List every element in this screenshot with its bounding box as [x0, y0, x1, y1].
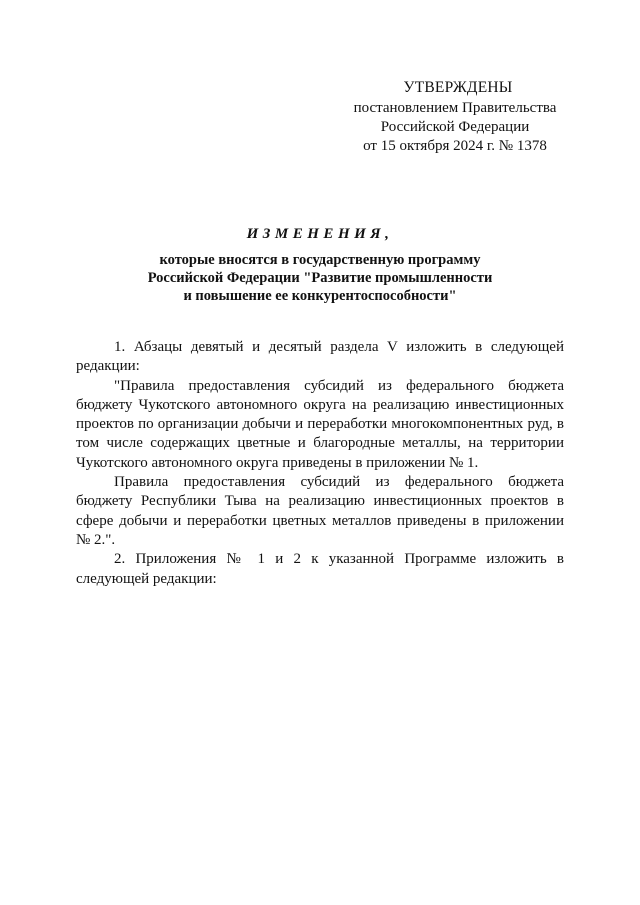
approval-line-1: постановлением Правительства [353, 100, 557, 116]
approval-stamp [340, 78, 570, 156]
title-subtitle-line-2: Российской Федерации "Развитие промышленности [147, 270, 493, 286]
approval-line-3: от 15 октября 2024 г. № 1378 [363, 138, 547, 154]
approval-line-2: Российской Федерации [380, 119, 530, 135]
title-subtitle-line-1: которые вносятся в государственную программу [159, 252, 481, 268]
document-body [76, 338, 564, 589]
body-paragraph-1: 1. Абзацы девятый и десятый раздела V изложить в следующей редакции: [76, 339, 564, 375]
document-title [60, 226, 580, 305]
title-subtitle-line-3: и повышение ее конкурентоспособности" [183, 288, 457, 304]
body-paragraph-2: "Правила предоставления субсидий из федерального бюджета бюджету Чукотского автономного округа на реализацию инвестиционных проектов по организации добычи и переработки многокомпонентных руд, в том числе содержащих цветные и благородные металлы, на территории Чукотского автономного округа приведены в приложении № 1. [76, 377, 564, 471]
title-main: ИЗМЕНЕНИЯ, [246, 226, 394, 242]
approval-heading: УТВЕРЖДЕНЫ [403, 79, 513, 96]
body-paragraph-3: Правила предоставления субсидий из федерального бюджета бюджету Республики Тыва на реализацию инвестиционных проектов в сфере добычи и переработки цветных металлов приведены в приложении № 2.". [76, 474, 564, 548]
body-paragraph-4: 2. Приложения № 1 и 2 к указанной Программе изложить в следующей редакции: [76, 551, 564, 587]
